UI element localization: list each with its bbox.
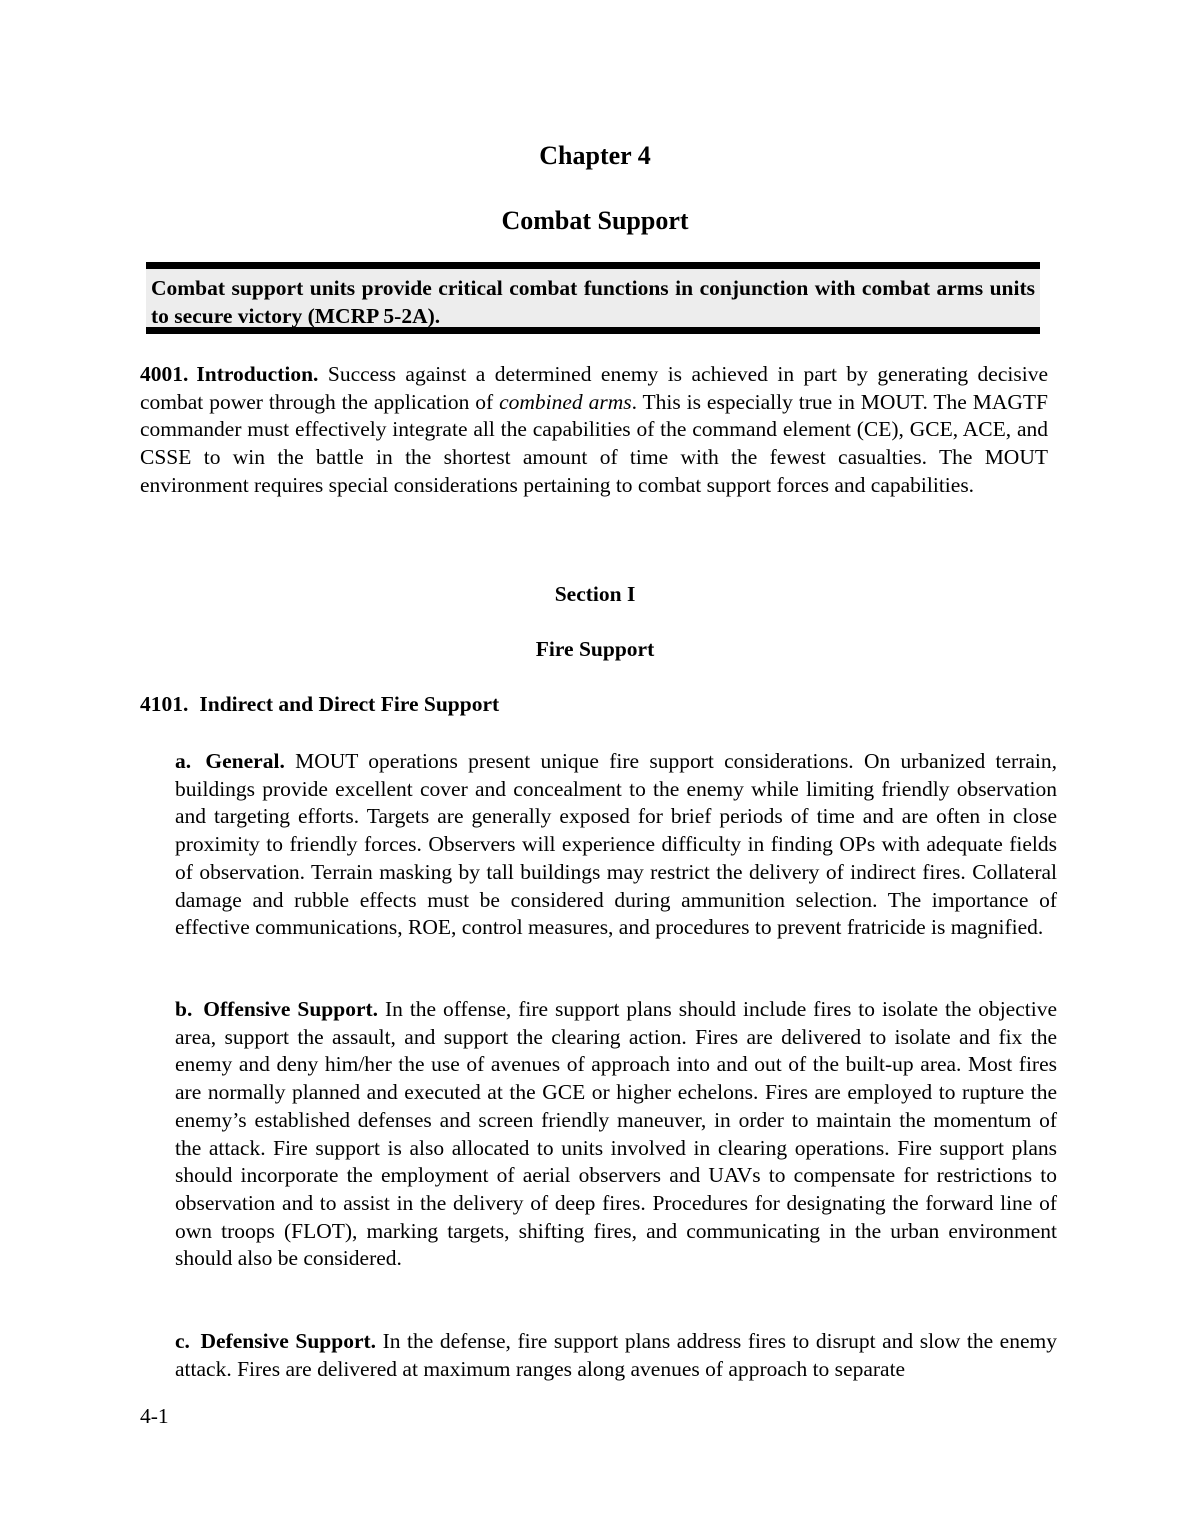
paragraph-b-text: In the offense, fire support plans should include fires to isolate the objective area, support the assault, and support the clearing action. Fires are delivered to isolate and fix the enemy and deny him/her the use of avenues of approach into and out of the built-up area. Most fires are normally planned and executed at the GCE or higher echelons. Fires are employed to rupture the enemy’s established defenses and screen friendly maneuver, in order to maintain the momentum of the attack. Fire support is also allocated to units involved in clearing operations. Fire support plans should incorporate the employment of aerial observers and UAVs to compensate for restrictions to observation and to assist in the delivery of deep fires. Procedures for designating the forward line of own troops (FLOT), marking targets, shifting fires, and communicating in the urban environment should also be considered. (175, 997, 1058, 1271)
intro-emphasis: combined arms (499, 389, 632, 414)
paragraph-c-heading: Defensive Support. (200, 1329, 377, 1353)
summary-callout-box (146, 262, 1040, 334)
intro-paragraph (140, 361, 1048, 500)
subsection-heading (140, 692, 499, 717)
paragraph-c (175, 1328, 1057, 1383)
page-number: 4-1 (140, 1404, 169, 1428)
paragraph-b (175, 996, 1057, 1273)
paragraph-a-text: MOUT operations present unique fire support considerations. On urbanized terrain, buildings provide excellent cover and concealment to the enemy while limiting friendly observation and targeting efforts. Targets are generally exposed for brief periods of time and are often in close proximity to friendly forces. Observers will experience difficulty in finding OPs with adequate fields of observation. Terrain masking by tall buildings may restrict the delivery of indirect fires. Collateral damage and rubble effects must be considered during ammunition selection. The importance of effective communications, ROE, control measures, and procedures to prevent fratricide is magnified. (175, 749, 1058, 940)
summary-callout-text: Combat support units provide critical combat functions in conjunction with combat arms units to secure victory (MCRP 5-2A). (151, 276, 1035, 328)
intro-number: 4001. (140, 362, 189, 386)
paragraph-a-label: a. (175, 749, 192, 773)
paragraph-b-label: b. (175, 997, 193, 1021)
subsection-title: Indirect and Direct Fire Support (199, 692, 500, 716)
paragraph-c-text: In the defense, fire support plans address fires to disrupt and slow the enemy attack. Fires are delivered at maximum ranges along avenues of approach to separate (175, 1329, 1057, 1381)
subsection-number: 4101. (140, 692, 189, 716)
section-title: Fire Support (535, 637, 655, 661)
intro-text-after: . This is especially true in MOUT. The MAGTF commander must effectively integrate all the capabilities of the command element (CE), GCE, ACE, and CSSE to win the battle in the shortest amount of time with the fewest casualties. The MOUT environment requires special considerations pertaining to combat support forces and capabilities. (140, 389, 1048, 497)
chapter-title: Chapter 4 (539, 141, 651, 170)
intro-heading: Introduction. (196, 362, 319, 386)
paragraph-c-label: c. (175, 1329, 190, 1353)
intro-text-before: Success against a determined enemy is achieved in part by generating decisive combat power through the application of (140, 362, 1048, 414)
paragraph-b-heading: Offensive Support. (203, 997, 379, 1021)
paragraph-a-heading: General. (205, 749, 285, 773)
chapter-subtitle: Combat Support (501, 206, 689, 235)
paragraph-a (175, 748, 1057, 942)
section-number: Section I (554, 582, 636, 606)
